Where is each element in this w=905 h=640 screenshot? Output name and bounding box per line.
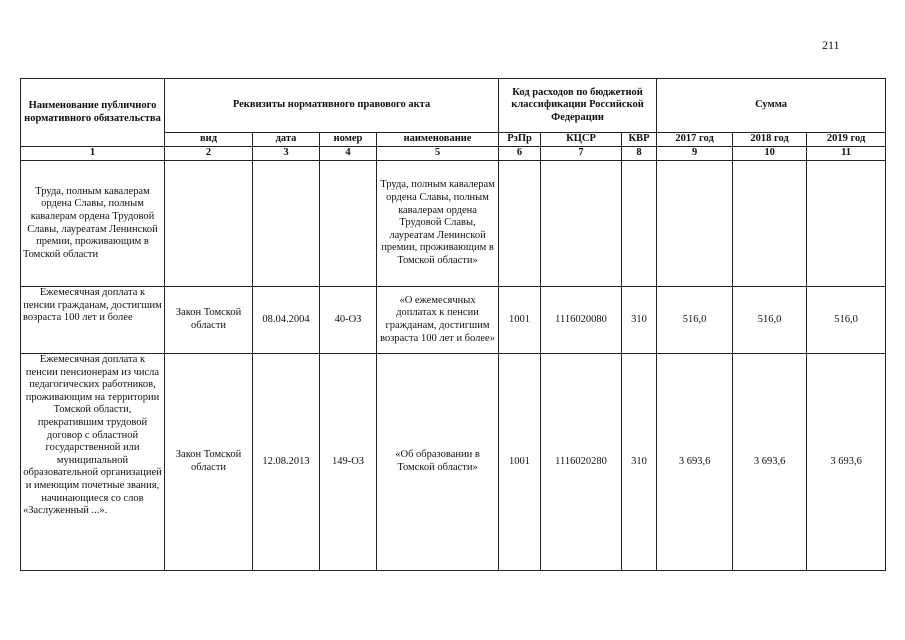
column-number: 3 [253,147,320,161]
kvr-cell: 310 [622,287,657,354]
header-kcsr: КЦСР [541,133,622,147]
kind-cell [165,161,253,287]
date-cell: 12.08.2013 [253,354,320,571]
header-obligation: Наименование публичного нормативного обязательства [21,79,165,147]
act-name-cell: Труда, полным кавалерам ордена Славы, полным кавалерам ордена Трудовой Славы, лауреатам Ленинской премии, проживающим в Томской области» [377,161,499,287]
kcsr-cell [541,161,622,287]
sum-2019-cell: 516,0 [807,287,886,354]
sum-2018-cell: 516,0 [733,287,807,354]
sum-2017-cell: 516,0 [657,287,733,354]
date-cell: 08.04.2004 [253,287,320,354]
header-2019: 2019 год [807,133,886,147]
header-2018: 2018 год [733,133,807,147]
header-kind: вид [165,133,253,147]
kvr-cell: 310 [622,354,657,571]
header-rzpr: РзПр [499,133,541,147]
header-sum: Сумма [657,79,886,133]
column-number: 5 [377,147,499,161]
kcsr-cell: 1116020280 [541,354,622,571]
obligation-cell: Ежемесячная доплата к пенсии пенсионерам из числа педагогических работников, проживающим на территории Томской области, прекратившим трудовой договор с областной государственной или муниципальной образовательной организацией и имеющим почетные звания, начинающиеся со слов «Заслуженный ...». [21,354,165,571]
number-cell [320,161,377,287]
obligation-cell: Труда, полным кавалерам ордена Славы, полным кавалерам ордена Трудовой Славы, лауреатам Ленинской премии, проживающим в Томской области [21,161,165,287]
column-number: 8 [622,147,657,161]
sum-2017-cell [657,161,733,287]
obligation-cell: Ежемесячная доплата к пенсии гражданам, достигшим возраста 100 лет и более [21,287,165,354]
kind-cell: Закон Томской области [165,354,253,571]
rzpr-cell: 1001 [499,354,541,571]
column-number: 6 [499,147,541,161]
sum-2018-cell [733,161,807,287]
page-number: 211 [822,38,840,52]
kind-cell: Закон Томской области [165,287,253,354]
act-name-cell: «Об образовании в Томской области» [377,354,499,571]
table-row [21,161,886,287]
header-row-main [21,79,886,133]
header-name: наименование [377,133,499,147]
number-cell: 149-ОЗ [320,354,377,571]
column-number: 10 [733,147,807,161]
sum-2018-cell: 3 693,6 [733,354,807,571]
sum-2019-cell: 3 693,6 [807,354,886,571]
column-number: 7 [541,147,622,161]
header-legal-act: Реквизиты нормативного правового акта [165,79,499,133]
header-budget-code: Код расходов по бюджетной классификации Российской Федерации [499,79,657,133]
column-number: 1 [21,147,165,161]
number-cell: 40-ОЗ [320,287,377,354]
kcsr-cell: 1116020080 [541,287,622,354]
rzpr-cell: 1001 [499,287,541,354]
table-row [21,354,886,571]
column-number: 4 [320,147,377,161]
header-number: номер [320,133,377,147]
header-2017: 2017 год [657,133,733,147]
header-kvr: КВР [622,133,657,147]
date-cell [253,161,320,287]
table-row [21,287,886,354]
act-name-cell: «О ежемесячных доплатах к пенсии гражданам, достигшим возраста 100 лет и более» [377,287,499,354]
column-number: 2 [165,147,253,161]
kvr-cell [622,161,657,287]
header-date: дата [253,133,320,147]
column-number: 9 [657,147,733,161]
column-numbers-row [21,147,886,161]
sum-2017-cell: 3 693,6 [657,354,733,571]
column-number: 11 [807,147,886,161]
obligations-table [20,78,886,571]
rzpr-cell [499,161,541,287]
sum-2019-cell [807,161,886,287]
